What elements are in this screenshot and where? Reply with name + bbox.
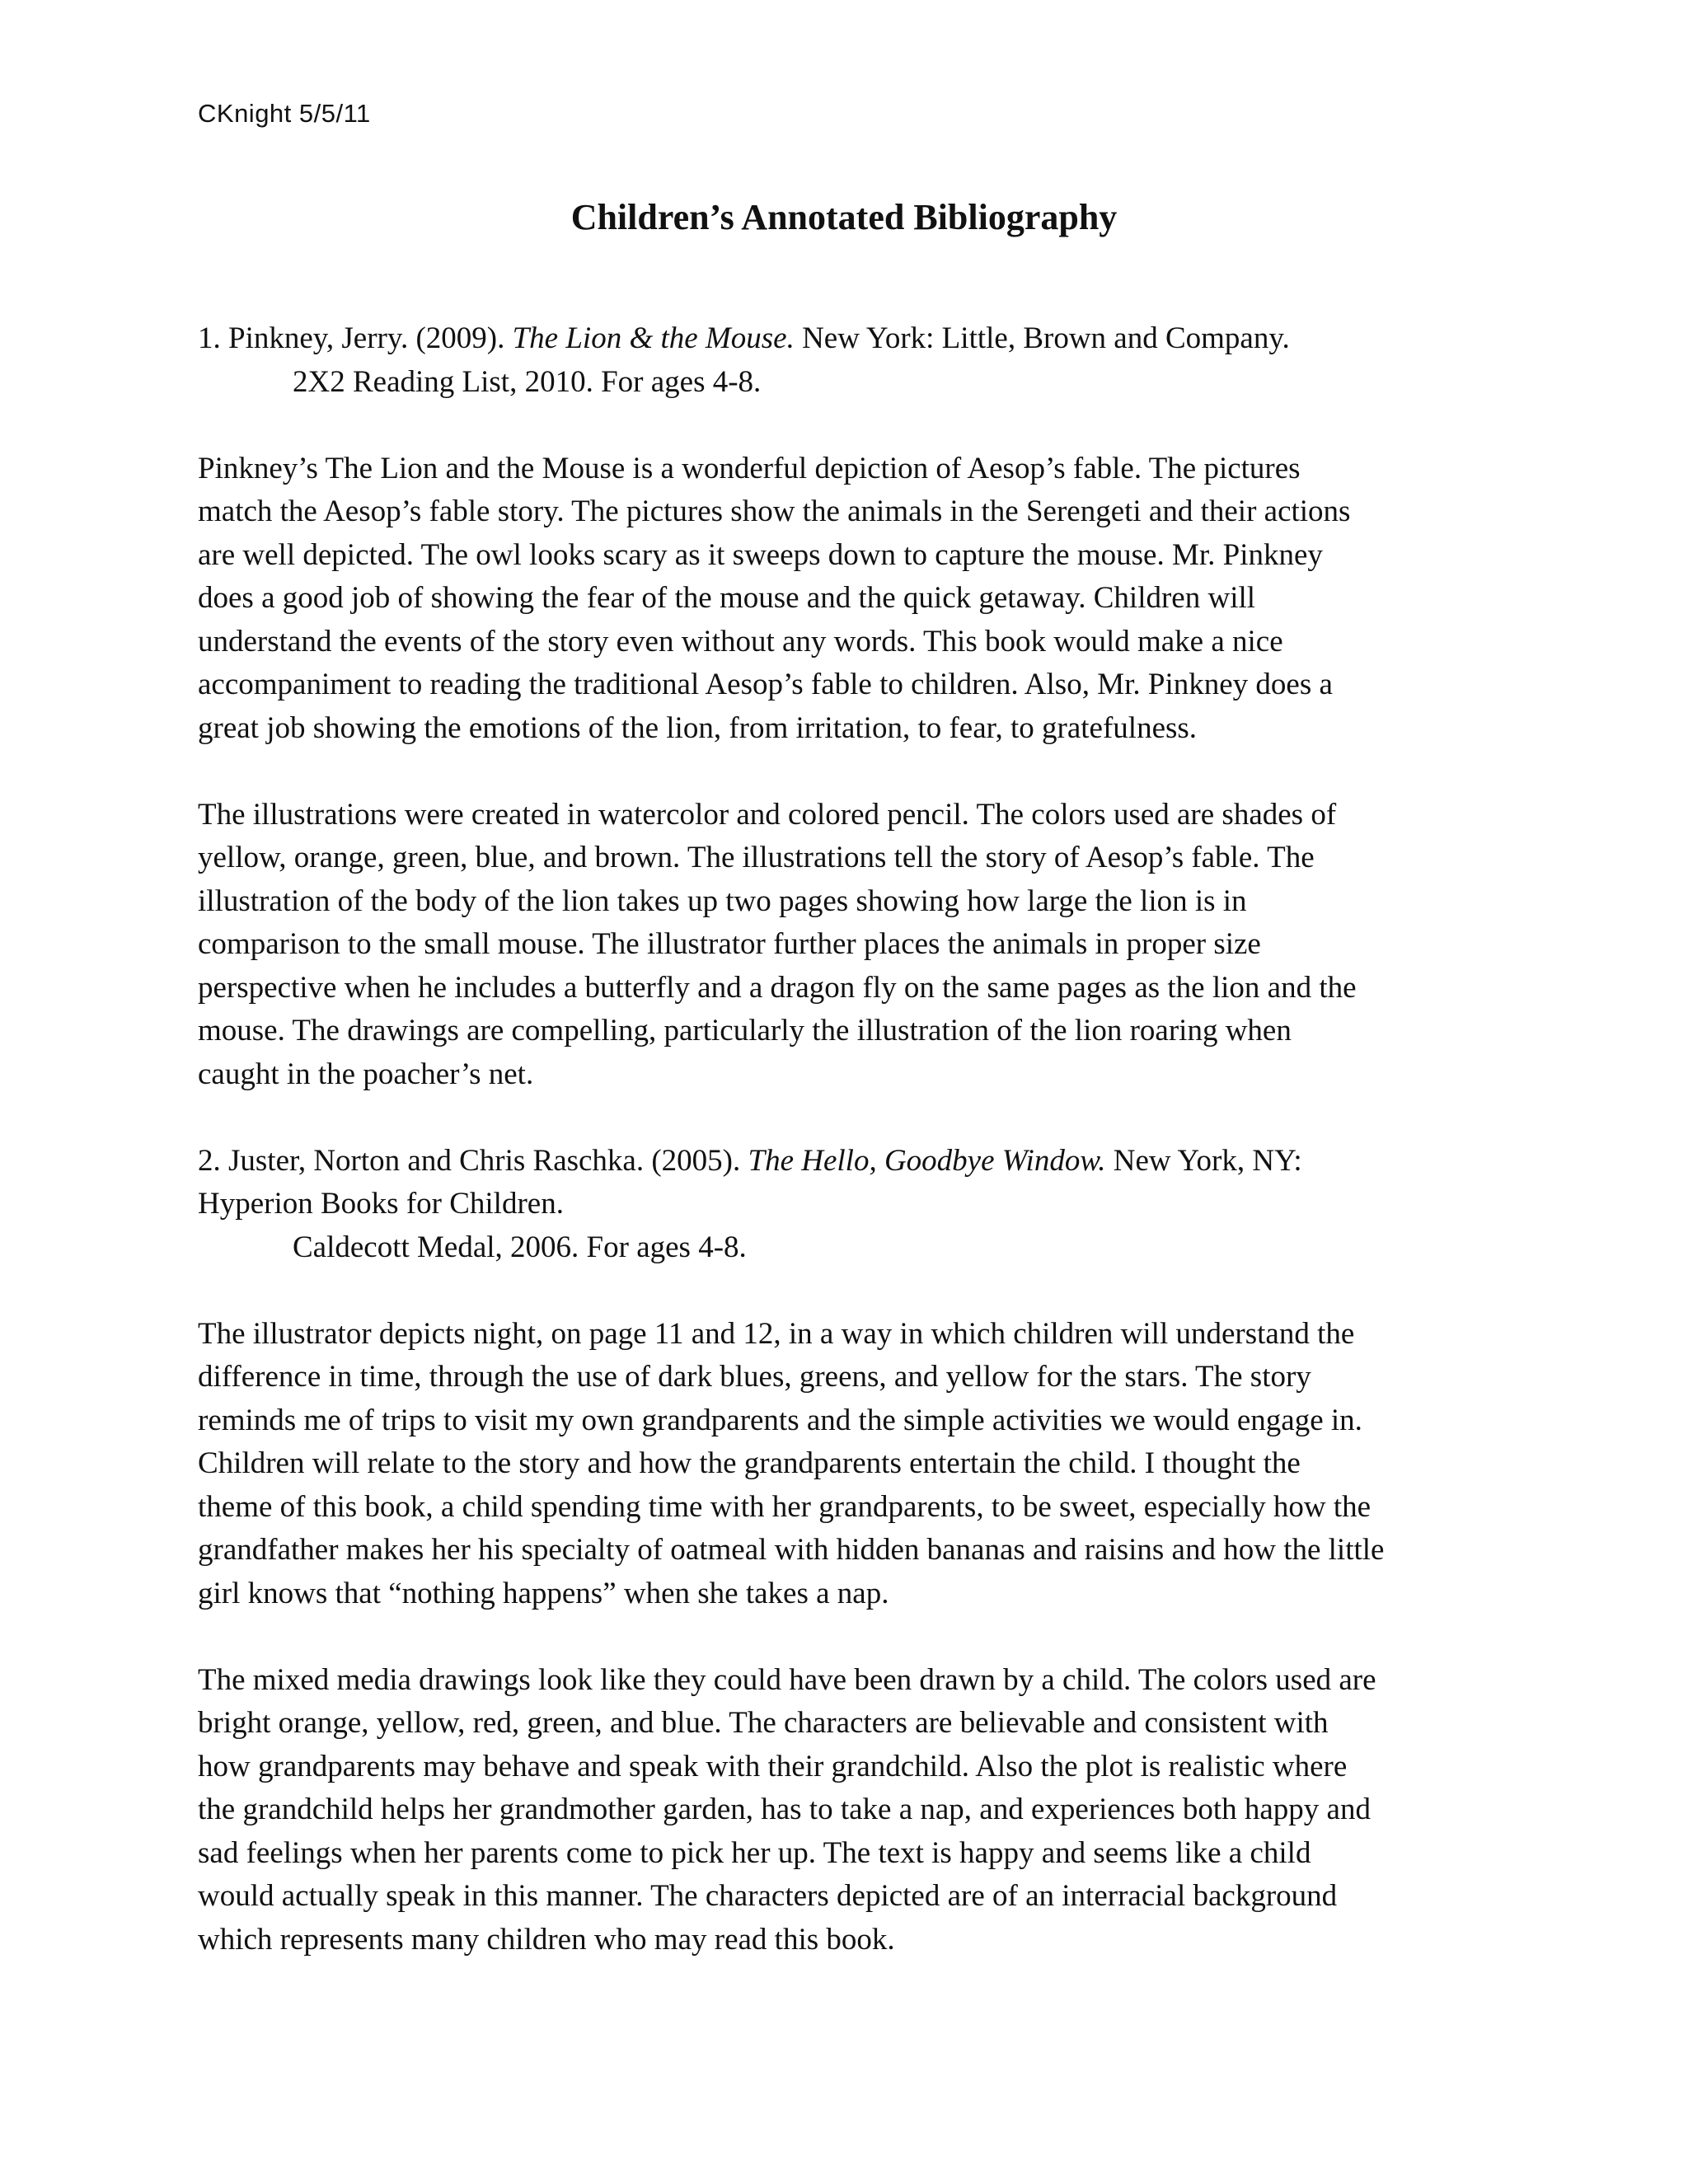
citation-suffix: New York, NY: bbox=[1105, 1143, 1302, 1178]
paragraph-line: reminds me of trips to visit my own grandparents and the simple activities we would engage in. bbox=[198, 1403, 1362, 1437]
book-title: The Lion & the Mouse. bbox=[512, 321, 795, 355]
paragraph-line: The illustrator depicts night, on page 11 and 12, in a way in which children will understand the bbox=[198, 1316, 1355, 1351]
paragraph-line: grandfather makes her his specialty of oatmeal with hidden bananas and raisins and how the little bbox=[198, 1533, 1385, 1567]
award-line: Caldecott Medal, 2006. For ages 4-8. bbox=[293, 1230, 747, 1264]
paragraph-line: bright orange, yellow, red, green, and blue. The characters are believable and consistent with bbox=[198, 1706, 1329, 1740]
annotation-paragraph bbox=[198, 448, 1492, 751]
page-title: Children’s Annotated Bibliography bbox=[570, 197, 1118, 237]
paragraph-line: illustration of the body of the lion takes up two pages showing how large the lion is in bbox=[198, 883, 1247, 918]
paragraph-line: caught in the poacher’s net. bbox=[198, 1057, 534, 1091]
annotation-paragraph bbox=[198, 794, 1492, 1097]
book-title: The Hello, Goodbye Window. bbox=[748, 1143, 1106, 1178]
paragraph-line: accompaniment to reading the traditional Aesop’s fable to children. Also, Mr. Pinkney does a bbox=[198, 668, 1333, 701]
paragraph-line: sad feelings when her parents come to pick her up. The text is happy and seems like a child bbox=[198, 1835, 1311, 1870]
citation-line bbox=[198, 317, 1492, 361]
paragraph-line: great job showing the emotions of the lion, from irritation, to fear, to gratefulness. bbox=[198, 710, 1198, 745]
paragraph-line: would actually speak in this manner. The characters depicted are of an interracial background bbox=[198, 1879, 1338, 1913]
paragraph-line: how grandparents may behave and speak with their grandchild. Also the plot is realistic where bbox=[198, 1749, 1348, 1783]
bibliography-entry-2 bbox=[198, 1140, 1492, 1962]
paragraph-line: difference in time, through the use of dark blues, greens, and yellow for the stars. The story bbox=[198, 1360, 1311, 1394]
paragraph-line: mouse. The drawings are compelling, particularly the illustration of the lion roaring when bbox=[198, 1014, 1292, 1047]
citation-line bbox=[198, 1140, 1492, 1183]
paragraph-line: understand the events of the story even without any words. This book would make a nice bbox=[198, 624, 1283, 658]
paragraph-line: which represents many children who may read this book. bbox=[198, 1922, 895, 1957]
paragraph-line: comparison to the small mouse. The illustrator further places the animals in proper size bbox=[198, 927, 1261, 961]
author-date: CKnight 5/5/11 bbox=[198, 99, 371, 128]
award-line: 2X2 Reading List, 2010. For ages 4-8. bbox=[293, 364, 762, 399]
annotation-paragraph bbox=[198, 1659, 1492, 1962]
paragraph-line: theme of this book, a child spending time with her grandparents, to be sweet, especially how the bbox=[198, 1489, 1372, 1524]
bibliography-body bbox=[198, 317, 1492, 1961]
citation-prefix: 1. Pinkney, Jerry. (2009). bbox=[198, 321, 513, 355]
paragraph-line: perspective when he includes a butterfly and a dragon fly on the same pages as the lion and the bbox=[198, 970, 1357, 1005]
paragraph-line: the grandchild helps her grandmother garden, has to take a nap, and experiences both happy and bbox=[198, 1793, 1371, 1826]
paragraph-line: does a good job of showing the fear of the mouse and the quick getaway. Children will bbox=[198, 581, 1256, 615]
paragraph-line: are well depicted. The owl looks scary as it sweeps down to capture the mouse. Mr. Pinkney bbox=[198, 537, 1323, 572]
paragraph-line: Children will relate to the story and how the grandparents entertain the child. I thought the bbox=[198, 1446, 1301, 1480]
paragraph-line: Pinkney’s The Lion and the Mouse is a wonderful depiction of Aesop’s fable. The pictures bbox=[198, 451, 1301, 485]
paragraph-line: match the Aesop’s fable story. The pictures show the animals in the Serengeti and their actions bbox=[198, 494, 1351, 528]
paragraph-line: girl knows that “nothing happens” when she takes a nap. bbox=[198, 1576, 889, 1610]
citation-prefix: 2. Juster, Norton and Chris Raschka. (2005). bbox=[198, 1143, 748, 1178]
citation-line-2: Hyperion Books for Children. bbox=[198, 1187, 564, 1221]
citation-suffix: New York: Little, Brown and Company. bbox=[794, 321, 1290, 355]
annotation-paragraph bbox=[198, 1313, 1492, 1616]
paragraph-line: The illustrations were created in watercolor and colored pencil. The colors used are shades of bbox=[198, 797, 1337, 832]
paragraph-line: The mixed media drawings look like they could have been drawn by a child. The colors used are bbox=[198, 1662, 1376, 1697]
paragraph-line: yellow, orange, green, blue, and brown. The illustrations tell the story of Aesop’s fable. The bbox=[198, 841, 1315, 874]
bibliography-entry-1 bbox=[198, 317, 1492, 1096]
